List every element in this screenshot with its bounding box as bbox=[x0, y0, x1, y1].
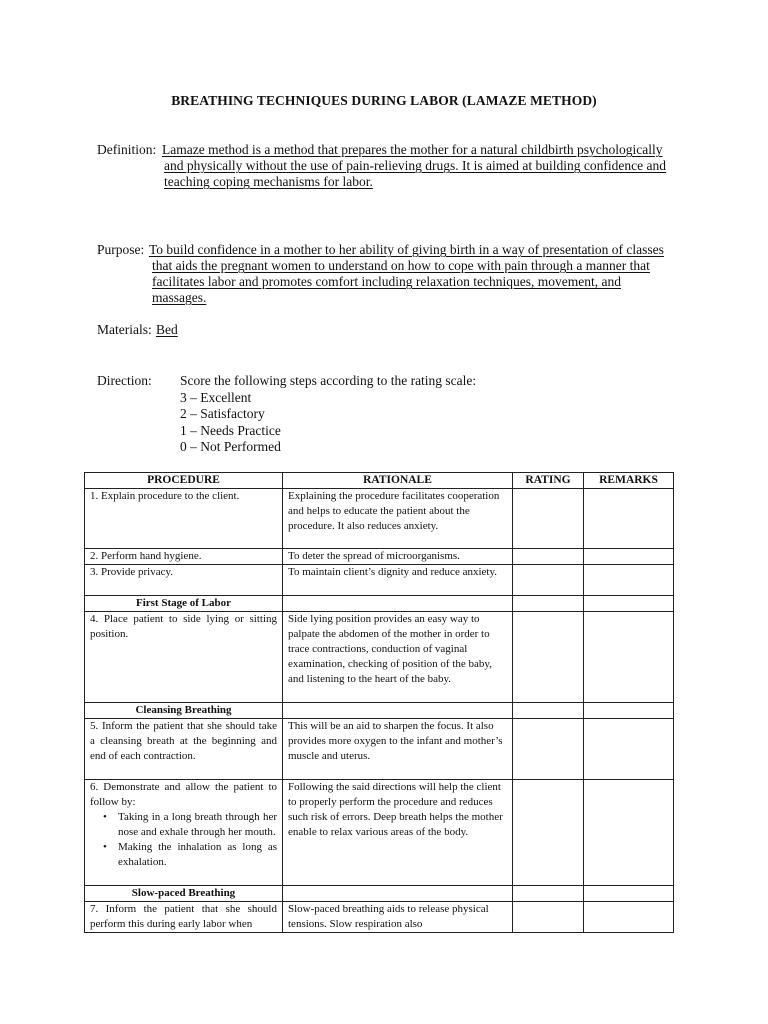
table-header-row bbox=[85, 473, 674, 489]
purpose-line: To build confidence in a mother to her ability of giving birth in a way of presentation of classes bbox=[149, 242, 664, 257]
remarks-cell[interactable] bbox=[584, 886, 674, 902]
procedure-text: 6. Demonstrate and allow the patient to follow by: bbox=[90, 781, 277, 808]
purpose-text bbox=[149, 242, 664, 306]
rationale-cell: Slow-paced breathing aids to release physical tensions. Slow respiration also bbox=[283, 902, 513, 933]
definition-label: Definition: bbox=[97, 142, 157, 157]
remarks-cell[interactable] bbox=[584, 719, 674, 780]
stage-row bbox=[85, 886, 674, 902]
rationale-cell: Side lying position provides an easy way to palpate the abdomen of the mother in order to trace contractions, conduction of vaginal examination, checking of position of the baby, and listening to the heart of the baby. bbox=[283, 612, 513, 703]
procedure-cell: 2. Perform hand hygiene. bbox=[85, 549, 283, 565]
remarks-cell[interactable] bbox=[584, 489, 674, 549]
table-row bbox=[85, 780, 674, 886]
table-row bbox=[85, 565, 674, 596]
remarks-cell[interactable] bbox=[584, 549, 674, 565]
direction-label: Direction: bbox=[97, 373, 152, 388]
table-row bbox=[85, 549, 674, 565]
rationale-cell: To maintain client’s dignity and reduce anxiety. bbox=[283, 565, 513, 596]
procedure-cell: 1. Explain procedure to the client. bbox=[85, 489, 283, 549]
stage-row bbox=[85, 703, 674, 719]
table-row bbox=[85, 612, 674, 703]
remarks-cell[interactable] bbox=[584, 565, 674, 596]
procedure-cell: 3. Provide privacy. bbox=[85, 565, 283, 596]
stage-heading: First Stage of Labor bbox=[85, 596, 283, 612]
list-item: • Making the inhalation as long as exhalation. bbox=[103, 841, 277, 868]
remarks-cell[interactable] bbox=[584, 596, 674, 612]
rating-scale-item: 2 – Satisfactory bbox=[180, 406, 265, 421]
rating-cell[interactable] bbox=[513, 565, 584, 596]
table-row bbox=[85, 489, 674, 549]
header-rating: RATING bbox=[513, 473, 584, 489]
bullet-icon: • bbox=[103, 841, 107, 853]
page-title: BREATHING TECHNIQUES DURING LABOR (LAMAZE METHOD) bbox=[171, 93, 597, 108]
definition-line: teaching coping mechanisms for labor. bbox=[164, 174, 373, 189]
rationale-cell: This will be an aid to sharpen the focus. It also provides more oxygen to the infant and mother’s muscle and uterus. bbox=[283, 719, 513, 780]
definition-line: Lamaze method is a method that prepares the mother for a natural childbirth psychologically bbox=[162, 142, 663, 157]
purpose-line: facilitates labor and promotes comfort including relaxation techniques, movement, and bbox=[152, 274, 621, 289]
rating-cell[interactable] bbox=[513, 549, 584, 565]
stage-heading: Slow-paced Breathing bbox=[85, 886, 283, 902]
rating-cell[interactable] bbox=[513, 902, 584, 933]
direction-block bbox=[180, 373, 476, 456]
header-remarks: REMARKS bbox=[584, 473, 674, 489]
rating-scale-item: 0 – Not Performed bbox=[180, 439, 281, 454]
procedure-cell: 7. Inform the patient that she should perform this during early labor when bbox=[85, 902, 283, 933]
header-rationale: RATIONALE bbox=[283, 473, 513, 489]
rating-cell[interactable] bbox=[513, 780, 584, 886]
definition-line: and physically without the use of pain-relieving drugs. It is aimed at building confidence and bbox=[164, 158, 666, 173]
rationale-cell: Explaining the procedure facilitates cooperation and helps to educate the patient about the procedure. It also reduces anxiety. bbox=[283, 489, 513, 549]
table-row bbox=[85, 719, 674, 780]
direction-intro: Score the following steps according to the rating scale: bbox=[180, 373, 477, 388]
rating-cell[interactable] bbox=[513, 719, 584, 780]
stage-row bbox=[85, 596, 674, 612]
rating-scale-item: 1 – Needs Practice bbox=[180, 422, 281, 438]
rating-cell[interactable] bbox=[513, 886, 584, 902]
rating-cell[interactable] bbox=[513, 489, 584, 549]
purpose-line: massages. bbox=[152, 290, 207, 305]
procedure-cell: 4. Place patient to side lying or sitting position. bbox=[85, 612, 283, 703]
stage-heading: Cleansing Breathing bbox=[85, 703, 283, 719]
remarks-cell[interactable] bbox=[584, 902, 674, 933]
remarks-cell[interactable] bbox=[584, 703, 674, 719]
bullet-list bbox=[90, 810, 277, 870]
rationale-cell: To deter the spread of microorganisms. bbox=[283, 549, 513, 565]
purpose-label: Purpose: bbox=[97, 242, 145, 257]
procedure-cell: 5. Inform the patient that she should take a cleansing breath at the beginning and end of each contraction. bbox=[85, 719, 283, 780]
rationale-cell: Following the said directions will help the client to properly perform the procedure and reduces such risk of errors. Deep breath helps the mother enable to relax various areas of the body. bbox=[283, 780, 513, 886]
remarks-cell[interactable] bbox=[584, 780, 674, 886]
bullet-icon: • bbox=[103, 811, 107, 823]
purpose-line: that aids the pregnant women to understand on how to cope with pain through a manner that bbox=[152, 258, 650, 273]
list-item: • Taking in a long breath through her nose and exhale through her mouth. bbox=[103, 811, 277, 838]
materials-label: Materials: bbox=[97, 322, 152, 337]
definition-text bbox=[162, 142, 666, 190]
rating-cell[interactable] bbox=[513, 703, 584, 719]
rating-scale-item: 3 – Excellent bbox=[180, 389, 252, 405]
remarks-cell[interactable] bbox=[584, 612, 674, 703]
header-procedure: PROCEDURE bbox=[85, 473, 283, 489]
procedure-cell bbox=[85, 780, 283, 886]
rating-cell[interactable] bbox=[513, 596, 584, 612]
rubric-table bbox=[84, 472, 674, 933]
materials-value: Bed bbox=[156, 322, 178, 337]
rating-cell[interactable] bbox=[513, 612, 584, 703]
table-row bbox=[85, 902, 674, 933]
